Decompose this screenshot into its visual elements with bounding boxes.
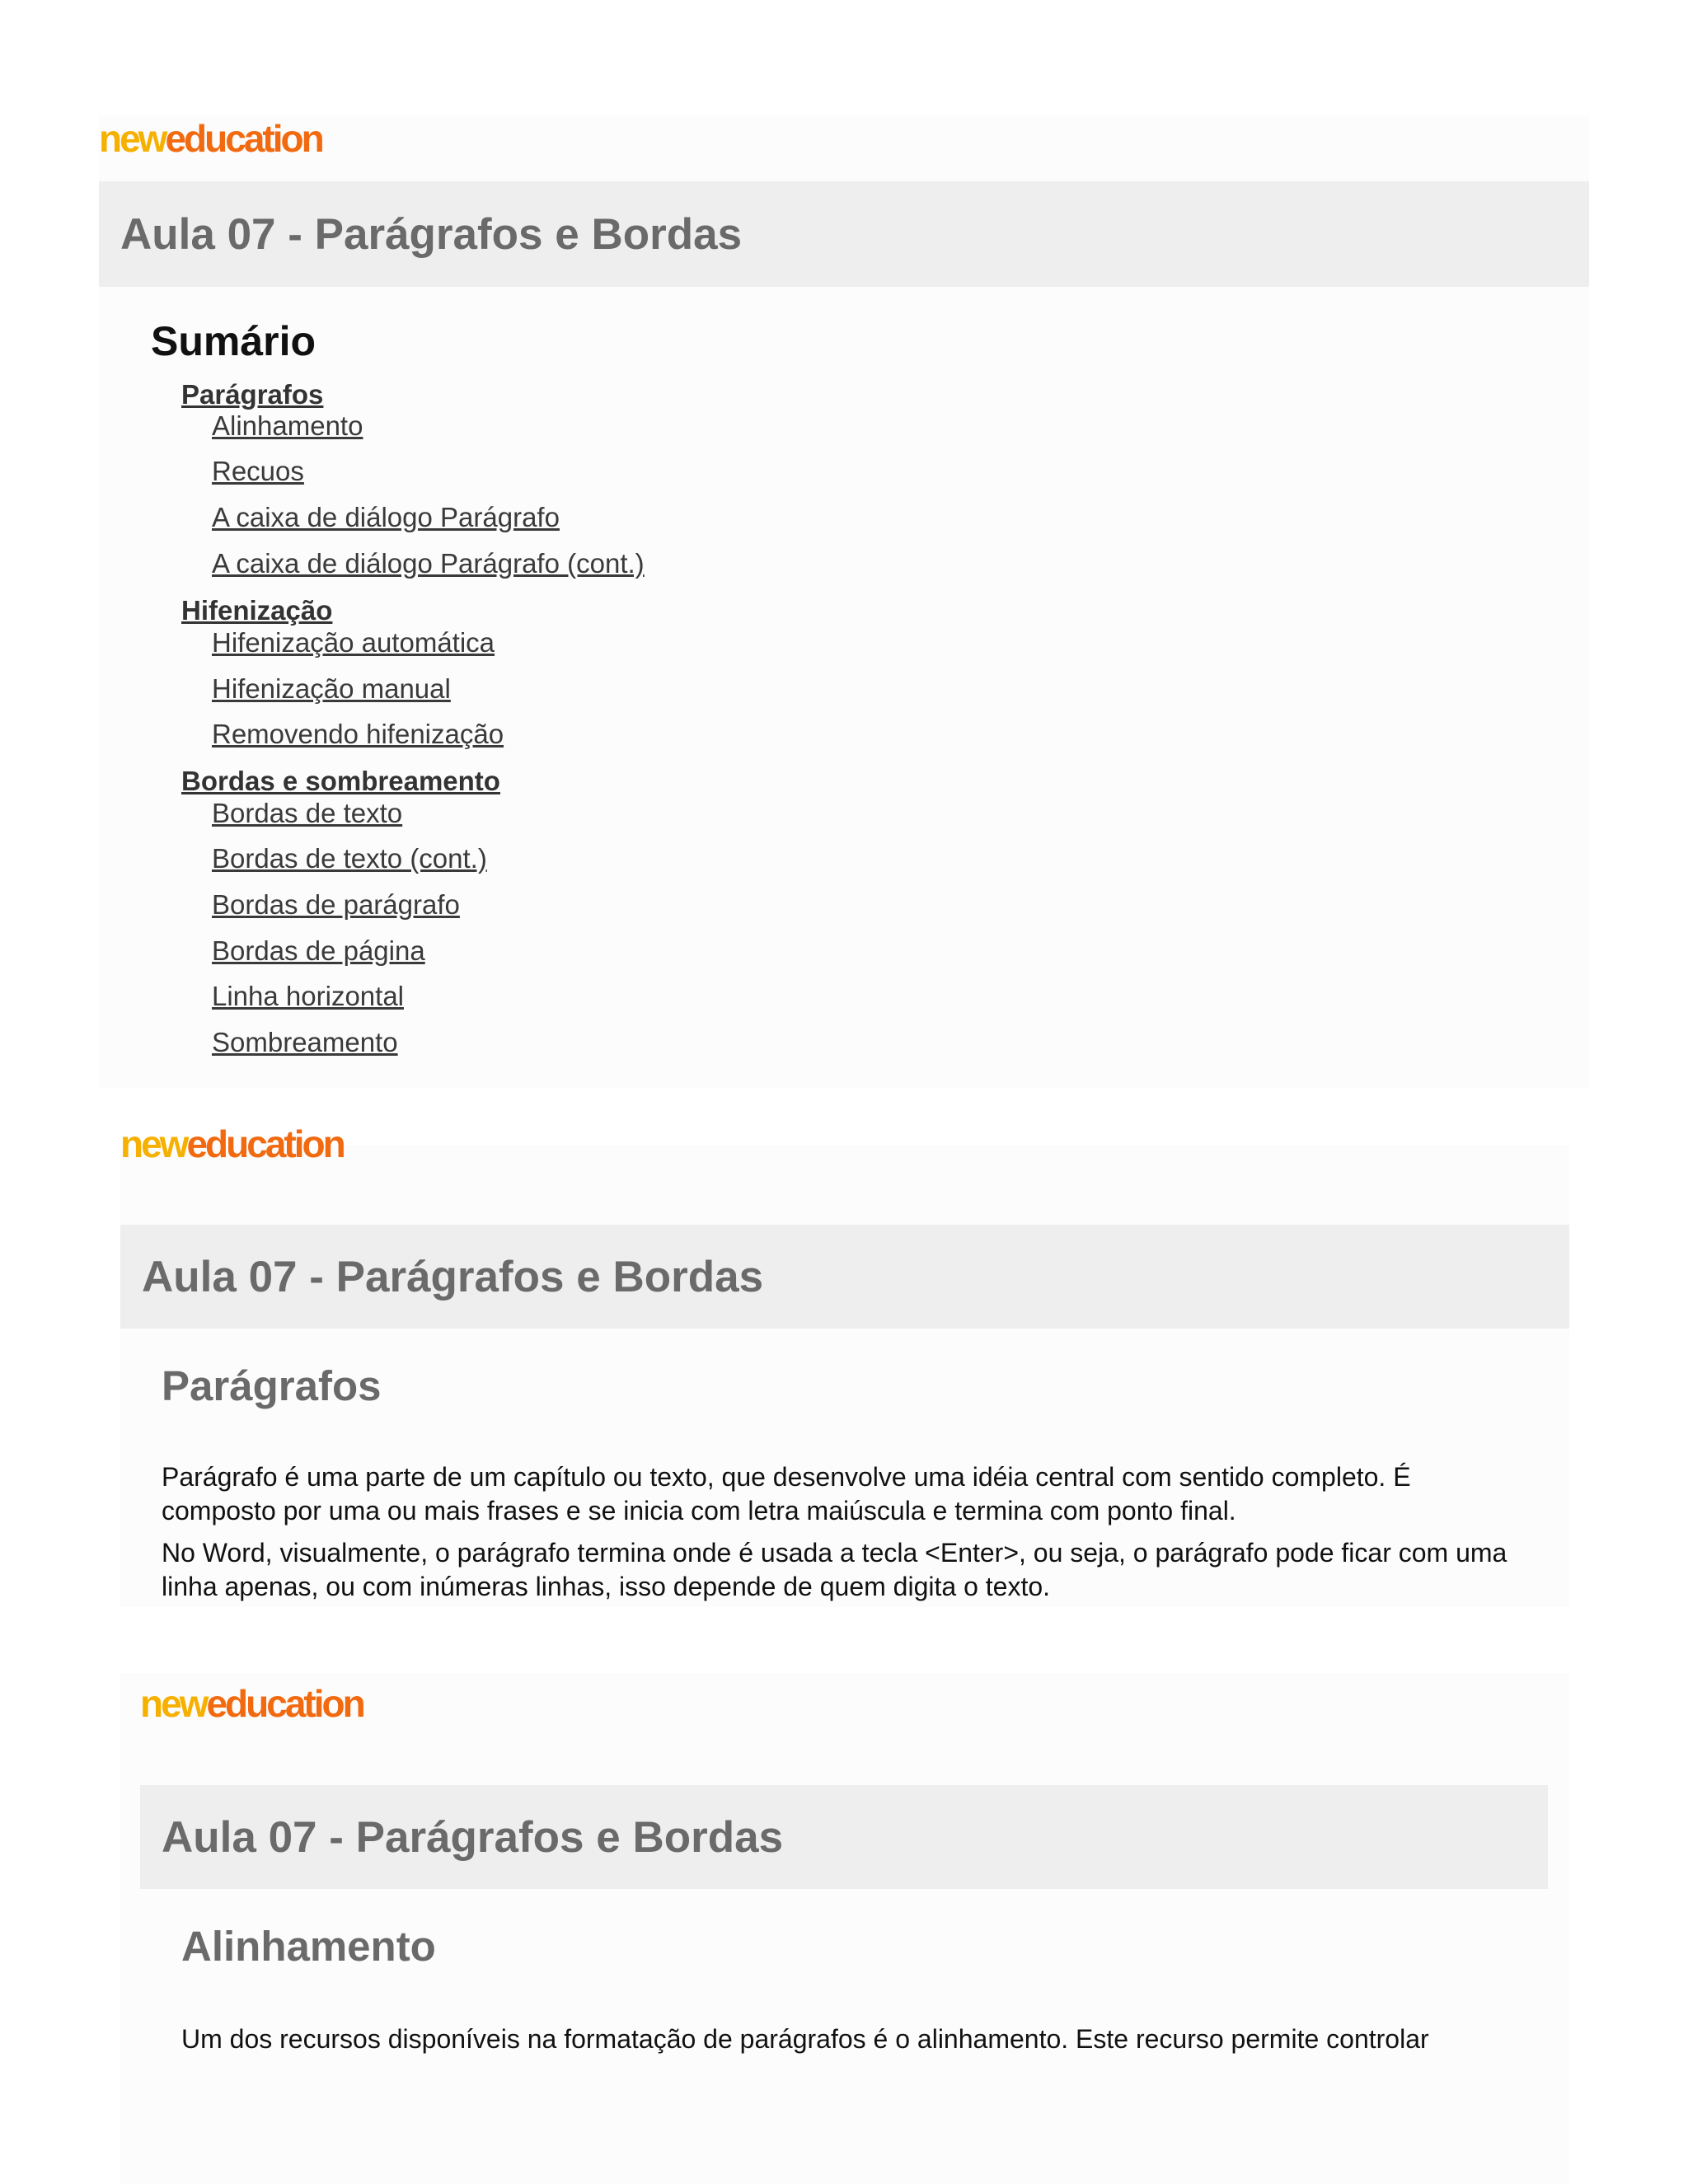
newsedu-logo: neweducation (120, 1122, 344, 1165)
toc-item[interactable]: Bordas de texto (212, 798, 403, 828)
toc-item[interactable]: Bordas de texto (cont.) (212, 843, 487, 874)
page-title: Aula 07 - Parágrafos e Bordas (120, 209, 743, 259)
toc-item[interactable]: Sombreamento (212, 1027, 398, 1057)
section-heading: Alinhamento (181, 1923, 436, 1970)
newsedu-logo: neweducation (140, 1682, 363, 1725)
title-bar (99, 181, 1589, 287)
title-bar (140, 1785, 1548, 1889)
summary-heading: Sumário (151, 318, 316, 364)
toc-item[interactable]: Bordas de página (212, 935, 425, 966)
section-heading: Parágrafos (162, 1362, 382, 1409)
page-title: Aula 07 - Parágrafos e Bordas (162, 1812, 784, 1862)
toc-item[interactable]: Recuos (212, 456, 304, 486)
toc-item[interactable]: Bordas de parágrafo (212, 889, 460, 920)
toc-item[interactable]: Hifenização manual (212, 673, 451, 704)
toc-section-bordas[interactable]: Bordas e sombreamento (181, 766, 500, 796)
toc-item[interactable]: Alinhamento (212, 410, 363, 441)
paragraph: No Word, visualmente, o parágrafo termina onde é usada a tecla <Enter>, ou seja, o parágrafo pode ficar com uma linha apenas, ou com inúmeras linhas, isso depende de quem digita o texto. (162, 1538, 1507, 1601)
title-bar (120, 1225, 1569, 1329)
page-title: Aula 07 - Parágrafos e Bordas (142, 1252, 764, 1301)
toc-section-hifenizacao[interactable]: Hifenização (181, 595, 333, 626)
toc-item[interactable]: Linha horizontal (212, 981, 404, 1011)
toc-item[interactable]: A caixa de diálogo Parágrafo (212, 502, 560, 532)
toc-section-paragrafos[interactable]: Parágrafos (181, 379, 324, 410)
newsedu-logo: neweducation (99, 117, 322, 160)
toc-item[interactable]: Removendo hifenização (212, 719, 504, 749)
toc-item[interactable]: Hifenização automática (212, 627, 495, 658)
paragraph: Um dos recursos disponíveis na formatação de parágrafos é o alinhamento. Este recurso permite controlar (181, 2024, 1429, 2054)
paragraph: Parágrafo é uma parte de um capítulo ou texto, que desenvolve uma idéia central com sentido completo. É composto por uma ou mais frases e se inicia com letra maiúscula e termina com ponto final. (162, 1462, 1411, 1526)
toc-item[interactable]: A caixa de diálogo Parágrafo (cont.) (212, 548, 645, 579)
